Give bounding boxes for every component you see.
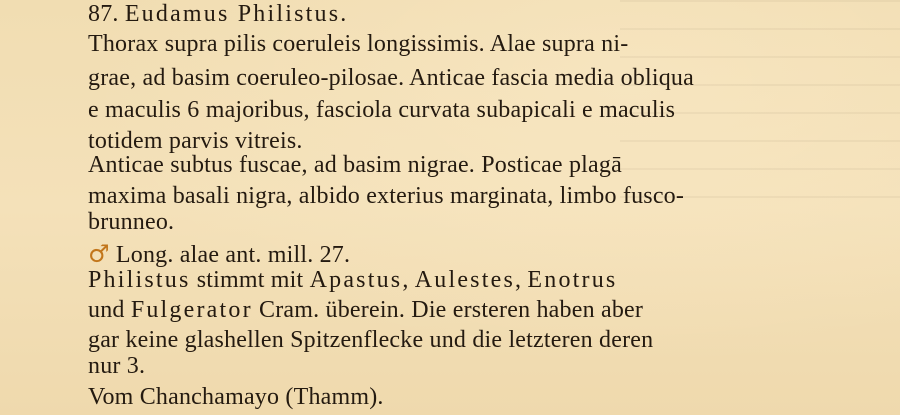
text-run: Anticae subtus fuscae, ad basim nigrae. Posticae plagā xyxy=(88,152,622,178)
text-run: , xyxy=(402,267,415,293)
spaced-name: Fulgerator xyxy=(130,297,253,323)
male-symbol: ♂ xyxy=(88,240,110,268)
text-run: Long. alae ant. mill. 27. xyxy=(109,242,351,268)
text-run: grae, ad basim coeruleo-pilosae. Anticae fascia media obliqua xyxy=(88,65,694,91)
locality-line xyxy=(88,383,384,411)
comparison-line-1 xyxy=(88,266,617,294)
measurement-line xyxy=(88,240,350,269)
description-line-7 xyxy=(88,208,174,236)
description-line-2 xyxy=(88,64,694,92)
text-run: totidem parvis vitreis. xyxy=(88,128,303,154)
description-line-5 xyxy=(88,151,622,179)
comparison-line-2 xyxy=(88,296,643,324)
description-line-1 xyxy=(88,30,628,58)
text-run: Thorax supra pilis coeruleis longissimis. Alae supra ni- xyxy=(88,31,629,57)
description-line-6 xyxy=(88,182,684,210)
spaced-name: Enotrus xyxy=(527,267,618,293)
text-run: , xyxy=(515,267,528,293)
comparison-line-4 xyxy=(88,352,145,380)
spaced-name: Aulestes xyxy=(414,267,515,293)
spaced-name: Apastus xyxy=(309,267,403,293)
text-run: e maculis 6 majoribus, fasciola curvata subapicali e maculis xyxy=(88,97,676,123)
text-run: brunneo. xyxy=(88,209,175,235)
text-run: nur 3. xyxy=(88,353,146,379)
description-line-3 xyxy=(88,96,675,124)
spaced-name: Philistus xyxy=(88,267,191,293)
spaced-name: Eudamus Philistus. xyxy=(124,1,349,27)
text-run: und xyxy=(88,297,131,323)
text-run: Vom Chanchamayo (Thamm). xyxy=(88,384,384,410)
text-run: Cram. überein. Die ersteren haben aber xyxy=(252,297,644,323)
text-run: stimmt mit xyxy=(190,267,310,293)
text-run: gar keine glashellen Spitzenflecke und die letzteren deren xyxy=(88,327,654,353)
comparison-line-3 xyxy=(88,326,653,354)
text-run: 87. xyxy=(88,1,125,27)
text-run: maxima basali nigra, albido exterius marginata, limbo fusco- xyxy=(88,183,685,209)
species-heading xyxy=(88,0,348,28)
